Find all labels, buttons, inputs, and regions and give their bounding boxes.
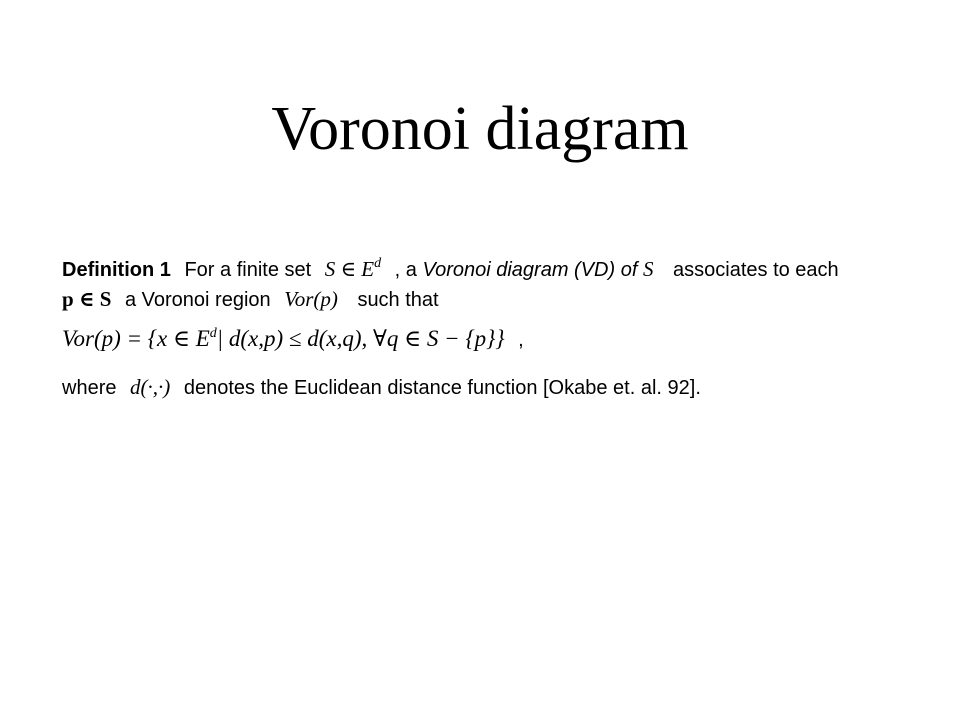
math-set-s: S (642, 257, 654, 281)
math-vor-definition-lhs: Vor(p) = {x ∈ E (62, 326, 210, 351)
definition-line-3 (62, 326, 524, 353)
math-set-in-space (325, 256, 381, 282)
definition-line-4 (62, 374, 701, 401)
math-point-in-set: p ∈ S (62, 287, 112, 311)
definition-label: Definition 1 (62, 259, 171, 281)
definition-text-region: a Voronoi region (124, 289, 271, 311)
definition-text-where: where (62, 377, 117, 399)
math-dimension-sup: d (374, 256, 382, 271)
definition-text-trailing-comma: , (518, 329, 524, 351)
definition-text-associates: associates to each (673, 259, 839, 281)
definition-text-comma: , a (394, 259, 417, 281)
definition-line-2 (62, 286, 439, 313)
math-distance-function: d(·,·) (130, 375, 171, 399)
math-vor-definition-rhs: | d(x,p) ≤ d(x,q), ∀q ∈ S − {p}} (216, 326, 505, 351)
definition-text-such-that: such that (357, 289, 439, 311)
definition-text-euclidean: denotes the Euclidean distance function [Okabe et. al. 92]. (183, 377, 701, 399)
math-vor-p: Vor(p) (284, 287, 338, 311)
math-set-in-space-base: S ∈ E (324, 257, 375, 281)
definition-line-1 (62, 256, 839, 283)
definition-text-intro: For a finite set (184, 259, 312, 281)
math-vor-definition-sup: d (209, 326, 217, 341)
definition-term-vd: Voronoi diagram (VD) of (422, 259, 638, 281)
slide-title: Voronoi diagram (271, 95, 689, 163)
math-vor-definition (62, 326, 505, 352)
